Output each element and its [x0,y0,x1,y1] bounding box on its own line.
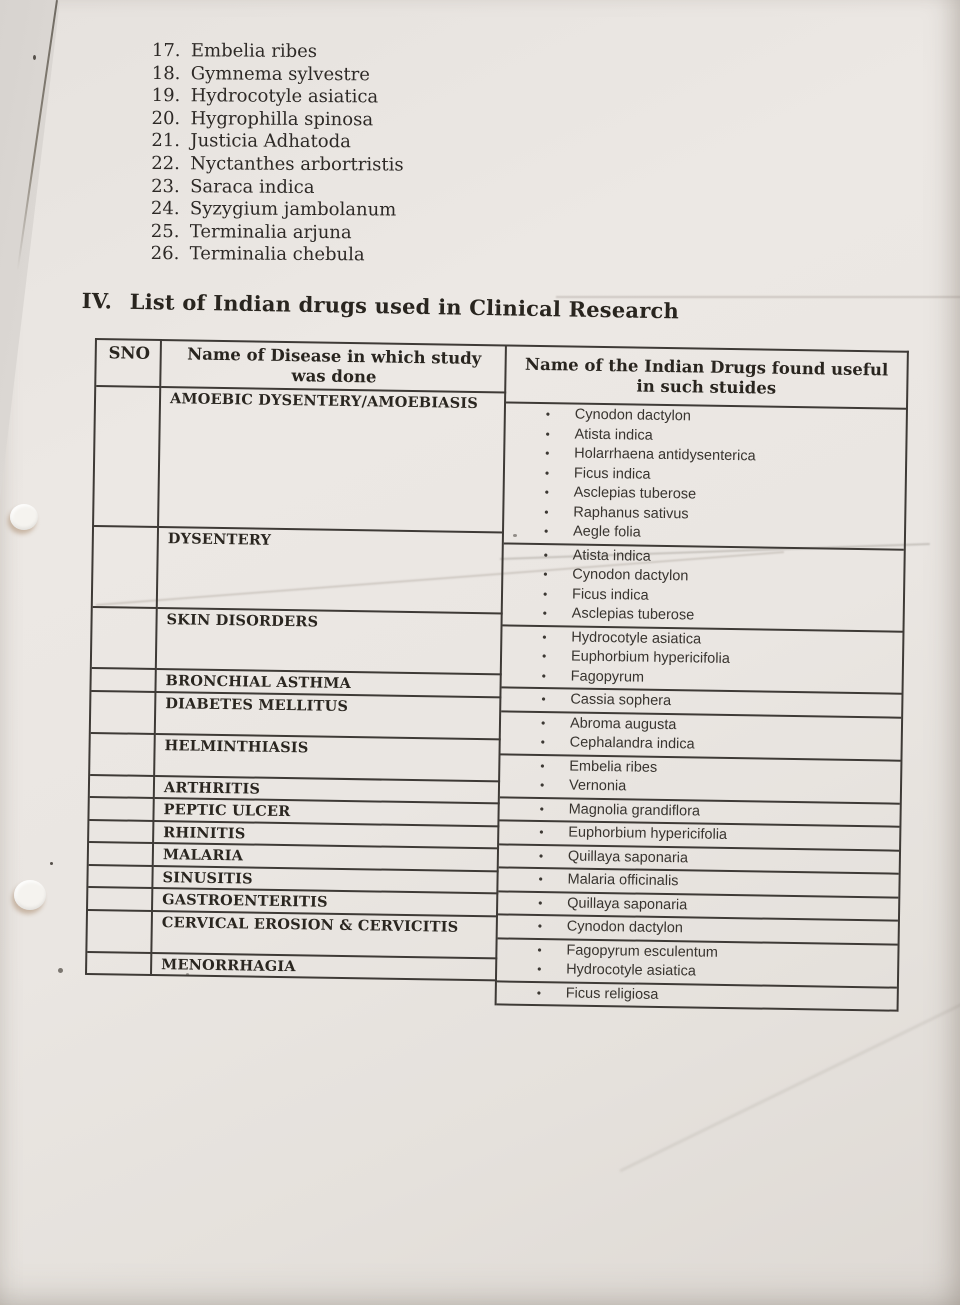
sno-cell [93,527,159,609]
bullet-icon: • [542,586,548,601]
disease-label: HELMINTHIASIS [164,736,309,756]
bullet-icon: • [538,872,543,887]
drug-name: Hydrocotyle asiatica [566,961,696,980]
list-item-name: Hygrophilla spinosa [190,108,374,131]
bullet-icon: • [542,606,548,621]
list-item-number: 23. [151,175,180,197]
table-header-sno: SNO [96,340,162,388]
bullet-icon: • [539,778,545,793]
bullet-icon: • [544,504,549,519]
drug-name: Cynodon dactylon [572,566,689,585]
heading-title: List of Indian drugs used in Clinical Research [129,288,680,324]
drugs-cell [503,545,904,632]
sno-cell [91,691,157,734]
list-item-name: Embelia ribes [190,40,318,63]
punch-hole [10,504,38,530]
disease-label: MALARIA [162,846,244,865]
list-item [151,198,403,222]
bullet-icon: • [545,446,550,461]
section-heading [82,288,680,323]
sno-column [85,338,162,976]
bullet-icon: • [538,895,543,910]
list-item [151,176,403,200]
list-item-name: Gymnema sylvestre [190,62,370,85]
disease-label: SINUSITIS [162,868,253,888]
drug-name: Euphorbium hypericifolia [570,648,730,668]
drug-name: Quillaya saponaria [567,894,688,913]
bullet-icon: • [537,962,542,977]
drug-name: Asclepias tuberose [573,484,697,503]
disease-cell [152,911,498,958]
disease-label: CERVICAL EROSION & CERVICITIS [161,913,459,936]
list-item-name: Saraca indica [190,175,315,198]
bullet-icon: • [536,985,542,1000]
table-header-disease: Name of Disease in which study was done [161,341,507,393]
folded-corner [0,0,72,500]
drug-name: Asclepias tuberose [571,605,695,624]
list-item-name: Justicia Adhatoda [190,130,351,153]
paper-speck [50,862,53,865]
disease-label: AMOEBIC DYSENTERY/AMOEBIASIS [169,390,479,413]
list-item-name: Terminalia chebula [189,243,365,266]
list-item-name: Syzygium jambolanum [189,198,397,221]
bullet-icon: • [539,825,544,840]
bullet-icon: • [540,735,546,750]
drug-name: Holarrhaena antidysenterica [574,445,756,465]
sno-cell [88,888,153,912]
drug-name: Fagopyrum esculentum [566,941,719,961]
list-item-number: 20. [151,107,181,129]
sno-cell [89,798,154,822]
drug-name: Abroma augusta [569,715,677,733]
disease-cell [156,693,502,740]
list-item [151,130,403,154]
list-item-number: 21. [151,130,181,152]
disease-label: MENORRHAGIA [161,955,296,975]
drugs-cell [501,713,902,761]
sno-cell [87,910,153,953]
list-item-number: 26. [150,243,180,265]
disease-label: RHINITIS [163,823,246,842]
drugs-column [495,344,909,1011]
sno-cell [88,865,153,889]
list-item [151,221,403,245]
list-item-number: 25. [150,220,180,242]
drugs-cell [497,940,898,988]
disease-label: DIABETES MELLITUS [165,694,349,715]
drugs-cell [500,756,901,804]
disease-label: ARTHRITIS [163,778,261,798]
drug-name: Fagopyrum [570,668,645,686]
drug-name: Raphanus sativus [573,504,689,522]
disease-cell [159,388,506,533]
sno-cell [94,387,161,528]
list-item-name: Hydrocotyle asiatica [190,85,379,108]
bullet-icon: • [541,649,547,664]
sno-cell [89,820,154,844]
heading-numeral: IV. [81,288,113,314]
disease-label: BRONCHIAL ASTHMA [165,672,352,693]
sno-cell [91,669,156,693]
intro-list [151,40,405,267]
bullet-icon: • [537,919,543,934]
drug-name: Cassia sophera [570,691,672,710]
bullet-icon: • [540,715,546,730]
drug-table [95,338,905,1003]
bullet-icon: • [544,465,550,480]
list-item-number: 19. [151,85,181,107]
sno-cell [90,775,155,799]
drug-name: Cephalandra indica [569,734,695,753]
bullet-icon: • [538,848,544,863]
drug-name: Ficus indica [571,586,649,604]
drugs-cell [502,627,903,695]
bullet-icon: • [539,801,544,816]
sno-cell [87,952,152,976]
bullet-icon: • [543,524,549,539]
disease-label: DYSENTERY [167,529,272,549]
bullet-icon: • [544,485,549,500]
list-item [151,108,403,132]
list-item [151,153,403,177]
disease-cell [155,735,501,782]
drug-name: Hydrocotyle asiatica [571,629,702,648]
disease-label: PEPTIC ULCER [163,801,291,821]
table-header-drugs: Name of the Indian Drugs found useful in such stuides [506,346,907,409]
disease-cell [152,953,497,981]
list-item-number: 22. [151,152,180,175]
bullet-icon: • [545,426,550,441]
sno-cell [90,733,156,776]
bullet-icon: • [541,692,546,707]
disease-label: SKIN DISORDERS [166,610,319,631]
drug-name: Atista indica [574,426,653,444]
bullet-icon: • [537,942,542,957]
drug-name: Aegle folia [572,523,641,541]
list-item-number: 18. [151,62,181,84]
list-item [152,40,404,64]
drug-name: Vernonia [568,777,627,795]
sno-cell [92,607,158,670]
list-item-number: 24. [150,198,180,220]
punch-hole [14,880,46,910]
drug-name: Magnolia grandiflora [568,800,701,820]
drug-name: Quillaya saponaria [567,847,689,866]
paper-crease [620,995,960,1172]
drug-name: Embelia ribes [569,758,658,776]
bullet-icon: • [543,567,548,582]
paper-speck [33,55,36,60]
paper-speck [58,968,63,973]
drug-name: Malaria officinalis [567,871,679,890]
drug-name: Ficus indica [573,465,651,483]
drug-name: Cynodon dactylon [566,918,684,937]
drug-name: Euphorbium hypericifolia [568,824,728,843]
sno-cell [89,843,154,867]
disease-label: GASTROENTERITIS [162,891,328,911]
disease-column [150,339,507,981]
bullet-icon: • [542,629,547,644]
list-item-name: Terminalia arjuna [189,220,352,243]
list-item [152,63,404,87]
list-item-number: 17. [151,40,181,62]
drug-name: Atista indica [572,547,651,565]
bullet-icon: • [545,407,551,422]
bullet-icon: • [540,758,545,773]
list-item-name: Nyctanthes arbortristis [190,153,404,176]
drug-name: Cynodon dactylon [574,406,692,425]
list-item [152,85,404,109]
disease-cell [157,609,503,676]
bullet-icon: • [543,547,548,562]
list-item [151,243,403,267]
drugs-cell [504,404,906,550]
drug-name: Ficus religiosa [565,984,659,1003]
disease-cell [158,528,504,614]
bullet-icon: • [541,668,547,683]
